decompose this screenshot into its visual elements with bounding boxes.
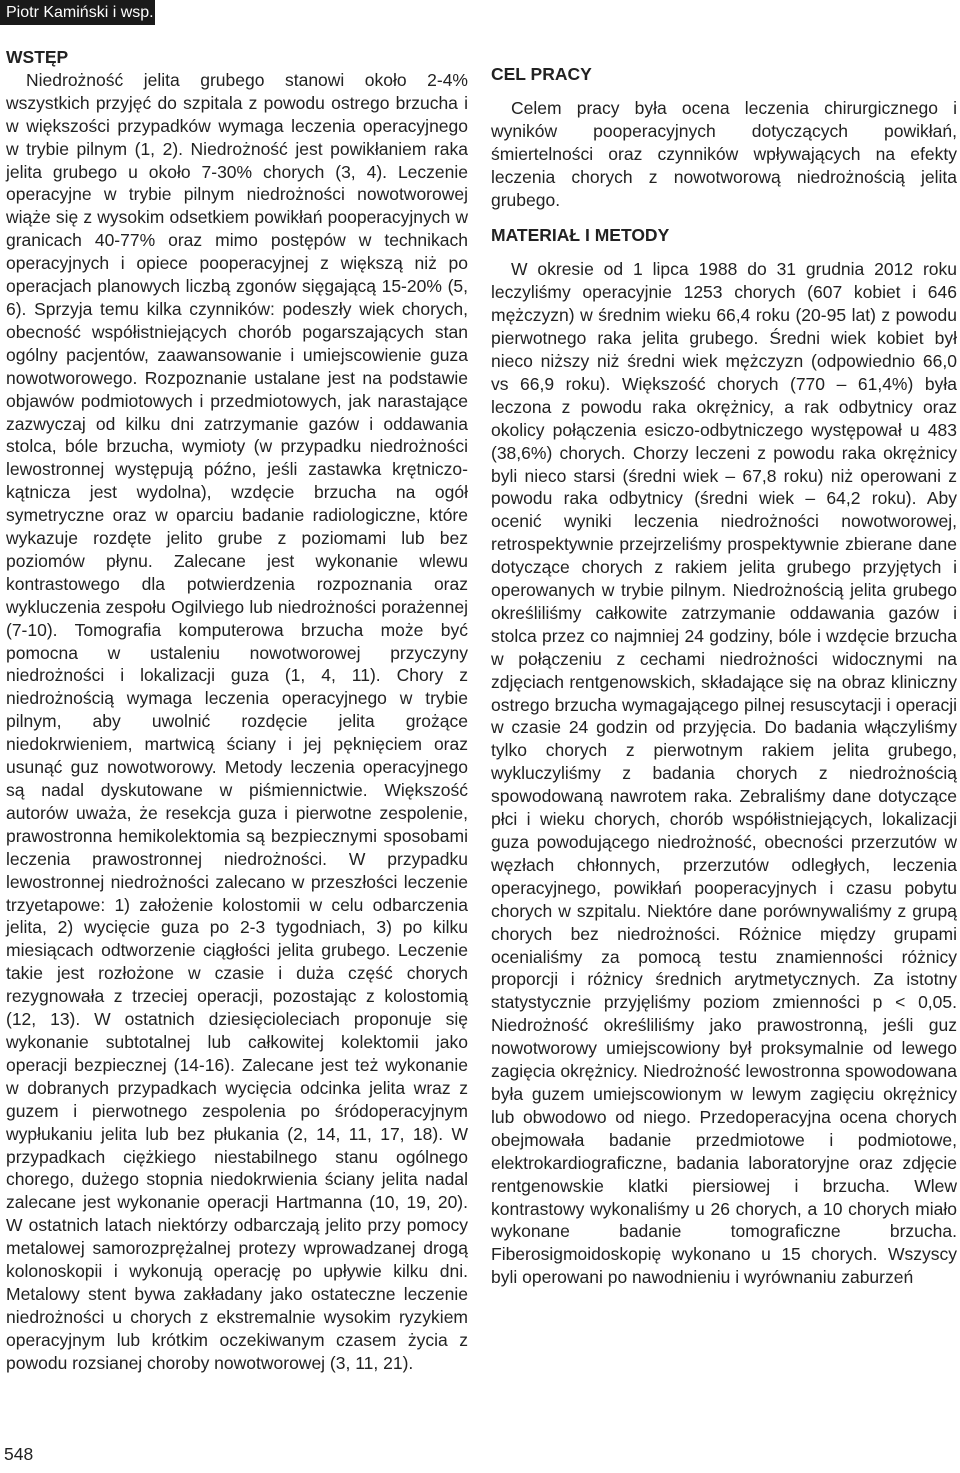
methods-text: W okresie od 1 lipca 1988 do 31 grudnia 2012 roku leczyliśmy operacyjnie 1253 chorych (607 kobiet i 646 mężczyzn) w średnim wieku 66,4 roku (20-95 lat) z powodu pierwotnego raka jelita grubego. Średni wiek kobiet był nieco niższy niż średni wiek mężczyzn (odpowiednio 66,0 vs 66,9 roku). Większość chorych (770 – 61,4%) była leczona z powodu raka okrężnicy, a rak odbytnicy oraz okolicy połączenia esiczo-odbytniczego występował u 483 (38,6%) chorych. Chorzy leczeni z powodu raka okrężnicy byli nieco starsi (średni wiek – 67,8 roku) niż operowani z powodu raka odbytnicy (średni wiek – 64,2 roku). Aby ocenić wyniki leczenia niedrożności nowotworowej, retrospektywnie przejrzeliśmy prospektywnie zbierane dane dotyczące chorych z rakiem jelita grubego przyjętych i operowanych w trybie pilnym. Niedrożnością jelita grubego określiliśmy całkowite zatrzymanie oddawania gazów i stolca przez co najmniej 24 godziny, bóle i wzdęcie brzucha w połączeniu z cechami niedrożności widocznymi na zdjęciach rentgenowskich, składające się na obraz kliniczny ostrego brzucha wymagającego pilnej resuscytacji i operacji w czasie 24 godzin od przyjęcia. Do badania włączyliśmy tylko chorych z pierwotnym rakiem jelita grubego, wykluczyliśmy z badania chorych z niedrożnością spowodowaną nawrotem raka. Zebraliśmy dane dotyczące płci i wieku chorych, chorób współistniejących, lokalizacji guza powodującego niedrożność, obecności przerzutów w węzłach chłonnych, przerzutów odległych, leczenia operacyjnego, powikłań pooperacyjnych i czasu pobytu chorych w szpitalu. Niektóre dane porównywaliśmy z grupą chorych bez niedrożności. Różnice między grupami ocenialiśmy za pomocą testu znamienności różnicy proporcji i różnicy średnich arytmetycznych. Za istotny statystycznie przyjęliśmy poziom zmienności p < 0,05. Niedrożność określiliśmy jako prawostronną, jeśli guz nowotworowy umiejscowiony był proksymalnie od lewego zagięcia okrężnicy. Niedrożność lewostronna spowodowana była guzem umiejscowionym w lewym zagięciu okrężnicy lub obwodowo od niego. Przedoperacyjna ocena chorych obejmowała badanie przedmiotowe i podmiotowe, elektrokardiograficzne, badania laboratoryjne oraz zdjęcie rentgenowskie klatki piersiowej i brzucha. Wlew kontrastowy wykonaliśmy u 26 chorych, a 10 chorych miało wykonane badanie tomograficzne brzucha. Fiberosigmoidoskopię wykonano u 15 chorych. Wszyscy byli operowani po nawodnieniu i wyrównaniu zaburzeń: [491, 259, 957, 1288]
page-number: 548: [4, 1444, 34, 1464]
aim-heading: CEL PRACY: [491, 64, 592, 84]
left-column: [6, 46, 468, 1375]
right-column: [491, 50, 957, 1289]
aim-text: Celem pracy była ocena leczenia chirurgicznego i wyników pooperacyjnych dotyczących powikłań, śmiertelności oraz czynników wpływających na efekty leczenia chorych z nowotworową niedrożnością jelita grubego.: [491, 97, 957, 210]
methods-heading: MATERIAŁ I METODY: [491, 225, 670, 246]
intro-text: Niedrożność jelita grubego stanowi około 2-4% wszystkich przyjęć do szpitala z powodu ostrego brzucha i w większości przypadków wymaga leczenia operacyjnego w trybie pilnym (1, 2). Niedrożność jest powikłaniem raka jelita grubego u około 7-30% chorych (3, 4). Leczenie operacyjne w trybie pilnym niedrożności nowotworowej wiąże się z wysokim odsetkiem powikłań pooperacyjnych w granicach 40-77% oraz mimo postępów w technikach operacyjnych i opiece pooperacyjnej z większą niż po operacjach planowych liczbą zgonów sięgającą 15-20% (5, 6). Sprzyja temu kilka czynników: podeszły wiek chorych, obecność współistniejących chorób pogarszających stan ogólny pacjentów, zaawansowanie i umiejscowienie guza nowotworowego. Rozpoznanie ustalane jest na podstawie objawów podmiotowych i przedmiotowych, jak narastające zazwyczaj od kilku dni zatrzymanie gazów i oddawania stolca, bóle brzucha, wymioty (w przypadku niedrożności lewostronnej występują późno, jeśli zastawka krętniczo-kątnicza jest wydolna), wzdęcie brzucha na ogół symetryczne oraz w oparciu badanie radiologiczne, które wykazuje rozdęte jelito grube z poziomami lub bez poziomów płynu. Zalecane jest wykonanie wlewu kontrastowego dla potwierdzenia rozpoznania oraz wykluczenia zespołu Ogilviego lub niedrożności porażennej (7-10). Tomografia komputerowa brzucha może być pomocna w ustaleniu nowotworowej przyczyny niedrożności i lokalizacji guza (1, 4, 11). Chory z niedrożnością wymaga leczenia operacyjnego w trybie pilnym, aby uwolnić rozdęcie jelita grożące niedokrwieniem, martwicą ściany i jej pęknięciem oraz usunąć guz nowotworowy. Metody leczenia operacyjnego są nadal dyskutowane w piśmiennictwie. Większość autorów uważa, że resekcja guza i pierwotne zespolenie, prawostronna hemikolektomia są bezpiecznymi sposobami leczenia prawostronnej niedrożności. W przypadku lewostronnej niedrożności zalecano w przeszłości leczenie trzyetapowe: 1) założenie kolostomii w celu odbarczenia jelita, 2) wycięcie guza po 2-3 tygodniach, 3) po kilku miesiącach odtworzenie ciągłości jelita grubego. Leczenie takie jest rozłożone w czasie i duża część chorych rezygnowała z trzeciej operacji, pozostając z kolostomią (12, 13). W ostatnich dziesięcioleciach proponuje się wykonanie subtotalnej lub całkowitej kolektomii jako operacji bezpiecznej (14-16). Zalecane jest też wykonanie w dobranych przypadkach wycięcia odcinka jelita wraz z guzem i pierwotnego zespolenia po śródoperacyjnym wypłukaniu jelita lub bez płukania (2, 14, 11, 17, 18). W przypadkach ciężkiego niestabilnego stanu ogólnego chorego, dużego stopnia niedokrwienia ściany jelita nadal zalecane jest wykonanie operacji Hartmanna (10, 19, 20). W ostatnich latach niektórzy odbarczają jelito przy pomocy metalowej samorozprężalnej protezy wprowadzanej drogą kolonoskopii i wykonują operację po upływie kilku dni. Metalowy stent bywa zakładany jako ostateczne leczenie niedrożności u chorych z ekstremalnie wysokim ryzykiem operacyjnym lub krótkim oczekiwanym czasem życia z powodu rozsianej choroby nowotworowej (3, 11, 21).: [6, 69, 468, 1373]
running-header: Piotr Kamiński i wsp.: [0, 0, 155, 25]
intro-heading: WSTĘP: [6, 47, 69, 67]
